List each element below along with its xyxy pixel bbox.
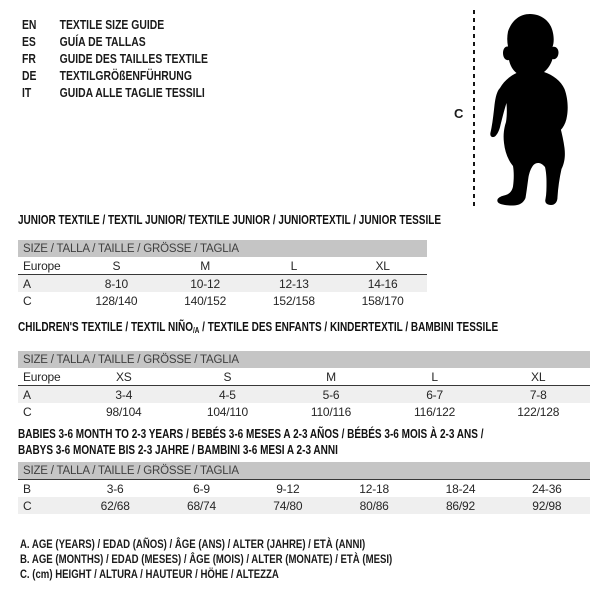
title-line: BABIES 3-6 MONTH TO 2-3 YEARS / BEBÉS 3-6 MESES A 2-3 AÑOS / BÉBÉS 3-6 MOIS À 2-3 ANS / <box>18 427 484 441</box>
junior-table-section <box>18 213 442 309</box>
guide-title: TEXTILGRÖßENFÜHRUNG <box>59 68 192 83</box>
table-row <box>18 497 590 514</box>
language-code: ES <box>22 34 36 49</box>
size-cell: 4-5 <box>176 386 280 404</box>
size-cell: 5-6 <box>279 386 383 404</box>
size-cell: 9-12 <box>245 480 331 498</box>
language-row <box>22 50 208 67</box>
language-code: EN <box>22 17 37 32</box>
children-table-title <box>18 320 499 337</box>
row-label: Europe <box>23 369 61 384</box>
size-header-band: SIZE / TALLA / TAILLE / GRÖSSE / TAGLIA <box>18 240 427 257</box>
row-label: Europe <box>23 258 61 273</box>
table-row <box>18 386 590 404</box>
guide-title: GUIDE DES TAILLES TEXTILE <box>59 51 208 66</box>
table-row <box>18 403 590 420</box>
children-size-table <box>18 351 590 420</box>
size-cell: 24-36 <box>504 480 590 498</box>
language-code: IT <box>22 85 32 100</box>
language-row <box>22 84 208 101</box>
size-cell: 122/128 <box>517 404 560 419</box>
size-cell: L <box>431 369 438 384</box>
size-cell: 18-24 <box>417 480 503 498</box>
size-cell: 3-6 <box>72 480 158 498</box>
junior-table-title: JUNIOR TEXTILE / TEXTIL JUNIOR/ TEXTILE JUNIOR / JUNIORTEXTIL / JUNIOR TESSILE <box>18 213 442 227</box>
babies-table-section <box>18 426 590 514</box>
footnote-b: B. AGE (MONTHS) / EDAD (MESES) / ÂGE (MOIS) / ALTER (MONATE) / ETÀ (MESI) <box>20 552 393 566</box>
guide-title: GUIDA ALLE TAGLIE TESSILI <box>59 85 205 100</box>
babies-size-table <box>18 462 590 514</box>
size-cell: M <box>326 369 336 384</box>
children-table-section <box>18 321 590 420</box>
size-cell: 104/110 <box>206 404 248 419</box>
table-row <box>18 292 427 309</box>
guide-title: TEXTILE SIZE GUIDE <box>59 17 165 32</box>
size-cell: S <box>112 258 121 273</box>
size-cell: 86/92 <box>445 498 475 513</box>
language-title-list <box>22 16 254 101</box>
size-cell: 68/74 <box>186 498 216 513</box>
size-cell: L <box>290 258 298 273</box>
row-label: C <box>23 498 32 513</box>
size-cell: 152/158 <box>272 293 315 308</box>
size-cell: 116/122 <box>414 404 456 419</box>
footnote-a: A. AGE (YEARS) / EDAD (AÑOS) / ÂGE (ANS) / ALTER (JAHRE) / ETÀ (ANNI) <box>20 537 366 551</box>
size-cell: 6-9 <box>158 480 244 498</box>
footnote-c: C. (cm) HEIGHT / ALTURA / HAUTEUR / HÖHE / ALTEZZA <box>20 567 279 581</box>
size-cell: 80/86 <box>359 498 389 513</box>
size-cell: XL <box>531 369 546 384</box>
row-label: C <box>23 293 32 308</box>
title-subscript: /A <box>192 326 200 335</box>
guide-title: GUÍA DE TALLAS <box>59 34 146 49</box>
size-cell: 92/98 <box>532 498 562 513</box>
table-row <box>18 257 427 275</box>
size-cell: 128/140 <box>95 293 138 308</box>
footnotes <box>20 537 485 582</box>
height-figure <box>440 5 600 217</box>
language-row <box>22 16 208 33</box>
size-cell: 74/80 <box>273 498 303 513</box>
language-row <box>22 67 208 84</box>
babies-table-title <box>18 426 590 458</box>
row-label: A <box>18 386 72 404</box>
size-cell: XL <box>375 258 390 273</box>
size-header-band: SIZE / TALLA / TAILLE / GRÖSSE / TAGLIA <box>18 462 590 480</box>
table-row <box>18 275 427 293</box>
size-cell: XS <box>115 369 132 384</box>
size-cell: 110/116 <box>310 404 352 419</box>
size-cell: 3-4 <box>72 386 176 404</box>
title-line: BABYS 3-6 MONATE BIS 2-3 JAHRE / BAMBINI 3-6 MESI A 2-3 ANNI <box>18 443 338 457</box>
size-cell: M <box>200 258 211 273</box>
size-cell: S <box>223 369 232 384</box>
size-cell: 8-10 <box>72 275 161 293</box>
size-cell: 7-8 <box>486 386 590 404</box>
size-cell: 10-12 <box>161 275 250 293</box>
size-cell: 158/170 <box>361 293 404 308</box>
row-label: A <box>18 275 72 293</box>
table-row <box>18 480 590 498</box>
size-cell: 14-16 <box>338 275 427 293</box>
height-measure-line <box>473 10 475 208</box>
size-cell: 98/104 <box>106 404 142 419</box>
junior-size-table <box>18 240 427 309</box>
size-cell: 12-13 <box>250 275 339 293</box>
baby-silhouette-icon <box>483 12 575 208</box>
row-label: B <box>18 480 72 498</box>
size-cell: 6-7 <box>383 386 487 404</box>
title-text: CHILDREN'S TEXTILE / TEXTIL NIÑO <box>18 320 193 334</box>
row-label: C <box>23 404 32 419</box>
language-row <box>22 33 208 50</box>
size-cell: 140/152 <box>184 293 227 308</box>
height-measure-label: C <box>454 106 464 121</box>
table-row <box>18 368 590 386</box>
title-text: / TEXTILE DES ENFANTS / KINDERTEXTIL / BAMBINI TESSILE <box>199 320 499 334</box>
language-code: FR <box>22 51 36 66</box>
language-code: DE <box>22 68 37 83</box>
size-cell: 12-18 <box>331 480 417 498</box>
size-header-band: SIZE / TALLA / TAILLE / GRÖSSE / TAGLIA <box>18 351 590 368</box>
size-cell: 62/68 <box>100 498 130 513</box>
